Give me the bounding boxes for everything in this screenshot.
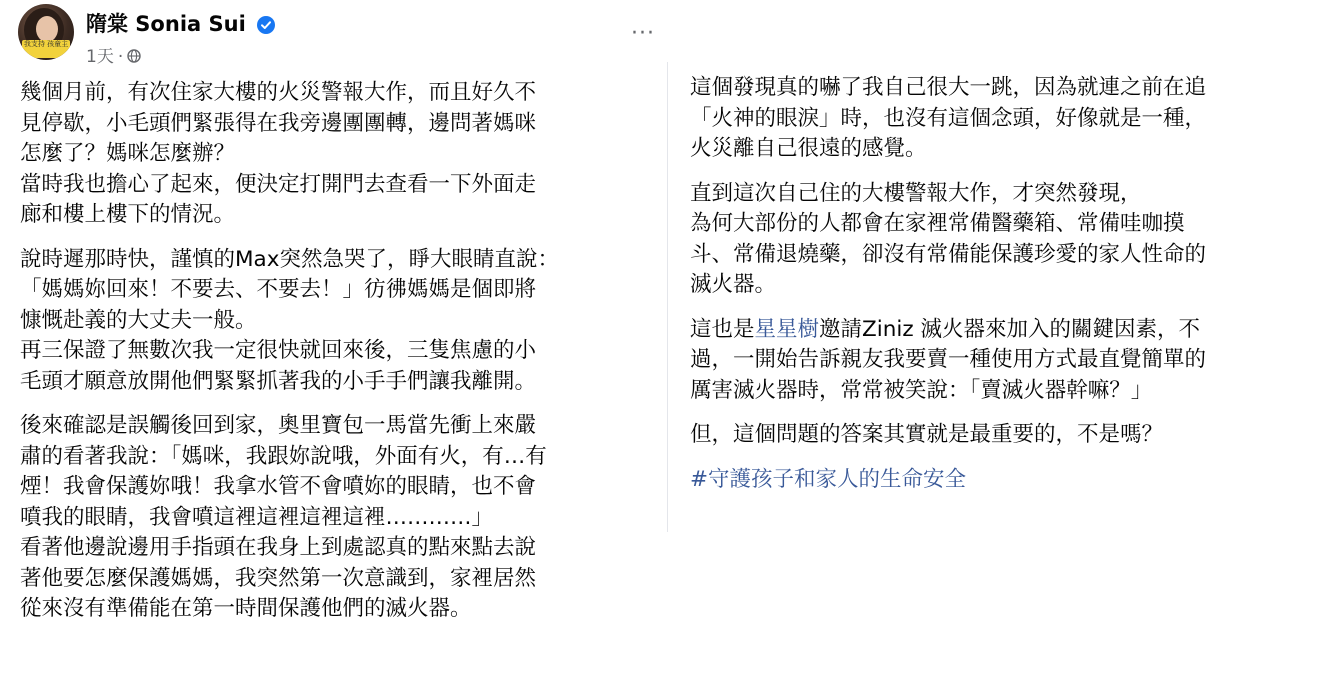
text-line: 為何大部份的人都會在家裡常備醫藥箱、常備哇咖摸 <box>690 211 1185 236</box>
text-segment: 這也是 <box>690 316 755 342</box>
paragraph-3 <box>20 411 645 625</box>
avatar[interactable] <box>18 4 74 60</box>
text-line: 見停歇，小毛頭們緊張得在我旁邊團團轉，邊問著媽咪 <box>20 110 537 136</box>
hashtag-link[interactable]: #守護孩子和家人的生命安全 <box>690 466 967 492</box>
text-line: 火災離自己很遠的感覺。 <box>690 136 927 161</box>
text-line: 廊和樓上樓下的情況。 <box>20 202 236 227</box>
paragraph-5 <box>690 179 1310 301</box>
globe-icon <box>127 49 141 63</box>
text-line: 斗、常備退燒藥，卻沒有常備能保護珍愛的家人性命的 <box>690 241 1207 267</box>
author-row <box>86 8 275 38</box>
text-line: 「媽媽妳回來！不要去、不要去！」彷彿媽媽是個即將 <box>20 277 537 302</box>
text-line: 幾個月前，有次住家大樓的火災警報大作，而且好久不 <box>20 80 537 105</box>
post-header <box>18 4 658 67</box>
avatar-banner: 我支持 孩童主 <box>22 40 70 58</box>
text-line: 直到這次自己住的大樓警報大作，才突然發現， <box>690 180 1142 206</box>
text-line: 厲害滅火器時，常常被笑說：「賣滅火器幹嘛？」 <box>690 377 1153 403</box>
post-body-right <box>690 73 1310 509</box>
text-line: 說時遲那時快，謹慎的Max突然急哭了，睜大眼睛直說： <box>20 246 559 272</box>
post-meta <box>86 42 141 67</box>
paragraph-4 <box>690 73 1310 165</box>
text-line: 煙！我會保護妳哦！我拿水管不會噴妳的眼睛，也不會 <box>20 474 537 499</box>
text-line: 看著他邊說邊用手指頭在我身上到處認真的點來點去說 <box>20 535 537 560</box>
text-line: 從來沒有準備能在第一時間保護他們的滅火器。 <box>20 596 472 621</box>
text-line <box>690 315 1310 346</box>
page-link-star-tree[interactable]: 星星樹 <box>754 316 820 342</box>
text-line: 過，一開始告訴親友我要賣一種使用方式最直覺簡單的 <box>690 347 1207 372</box>
author-name[interactable]: 隋棠 Sonia Sui <box>86 12 246 36</box>
text-line: 著他要怎麼保護媽媽，我突然第一次意識到，家裡居然 <box>20 565 537 591</box>
paragraph-7 <box>690 420 1310 451</box>
paragraph-6 <box>690 315 1310 407</box>
text-line: 但，這個問題的答案其實就是最重要的，不是嗎？ <box>690 422 1164 447</box>
text-line: 後來確認是誤觸後回到家，奧里寶包一馬當先衝上來嚴 <box>20 413 537 438</box>
text-line: 肅的看著我說：「媽咪，我跟妳說哦，外面有火，有…有 <box>20 443 547 469</box>
more-options-button[interactable]: ··· <box>631 20 655 46</box>
text-segment: 邀請Ziniz 滅火器來加入的關鍵因素，不 <box>819 316 1200 342</box>
paragraph-2 <box>20 245 645 398</box>
text-line: 噴我的眼睛，我會噴這裡這裡這裡這裡…………」 <box>20 504 494 530</box>
text-line: 滅火器。 <box>690 272 777 297</box>
text-line: 慷慨赴義的大丈夫一般。 <box>20 307 257 333</box>
text-line: 再三保證了無數次我一定很快就回來後，三隻焦慮的小 <box>20 338 537 363</box>
text-line: 毛頭才願意放開他們緊緊抓著我的小手手們讓我離開。 <box>20 368 537 394</box>
text-line: 「火神的眼淚」時，也沒有這個念頭，好像就是一種， <box>690 105 1207 131</box>
meta-separator: · <box>117 47 124 67</box>
text-line: 怎麼了？媽咪怎麼辦？ <box>20 141 236 166</box>
post-body-left <box>20 78 645 639</box>
verified-badge-icon <box>257 16 275 34</box>
paragraph-1 <box>20 78 645 231</box>
post-right-column <box>668 0 1335 690</box>
hashtag-paragraph <box>690 465 1310 496</box>
avatar-face <box>36 16 58 42</box>
post-timestamp[interactable]: 1天 <box>86 47 114 67</box>
text-line: 當時我也擔心了起來，便決定打開門去查看一下外面走 <box>20 171 537 197</box>
text-line: 這個發現真的嚇了我自己很大一跳，因為就連之前在追 <box>690 75 1207 100</box>
